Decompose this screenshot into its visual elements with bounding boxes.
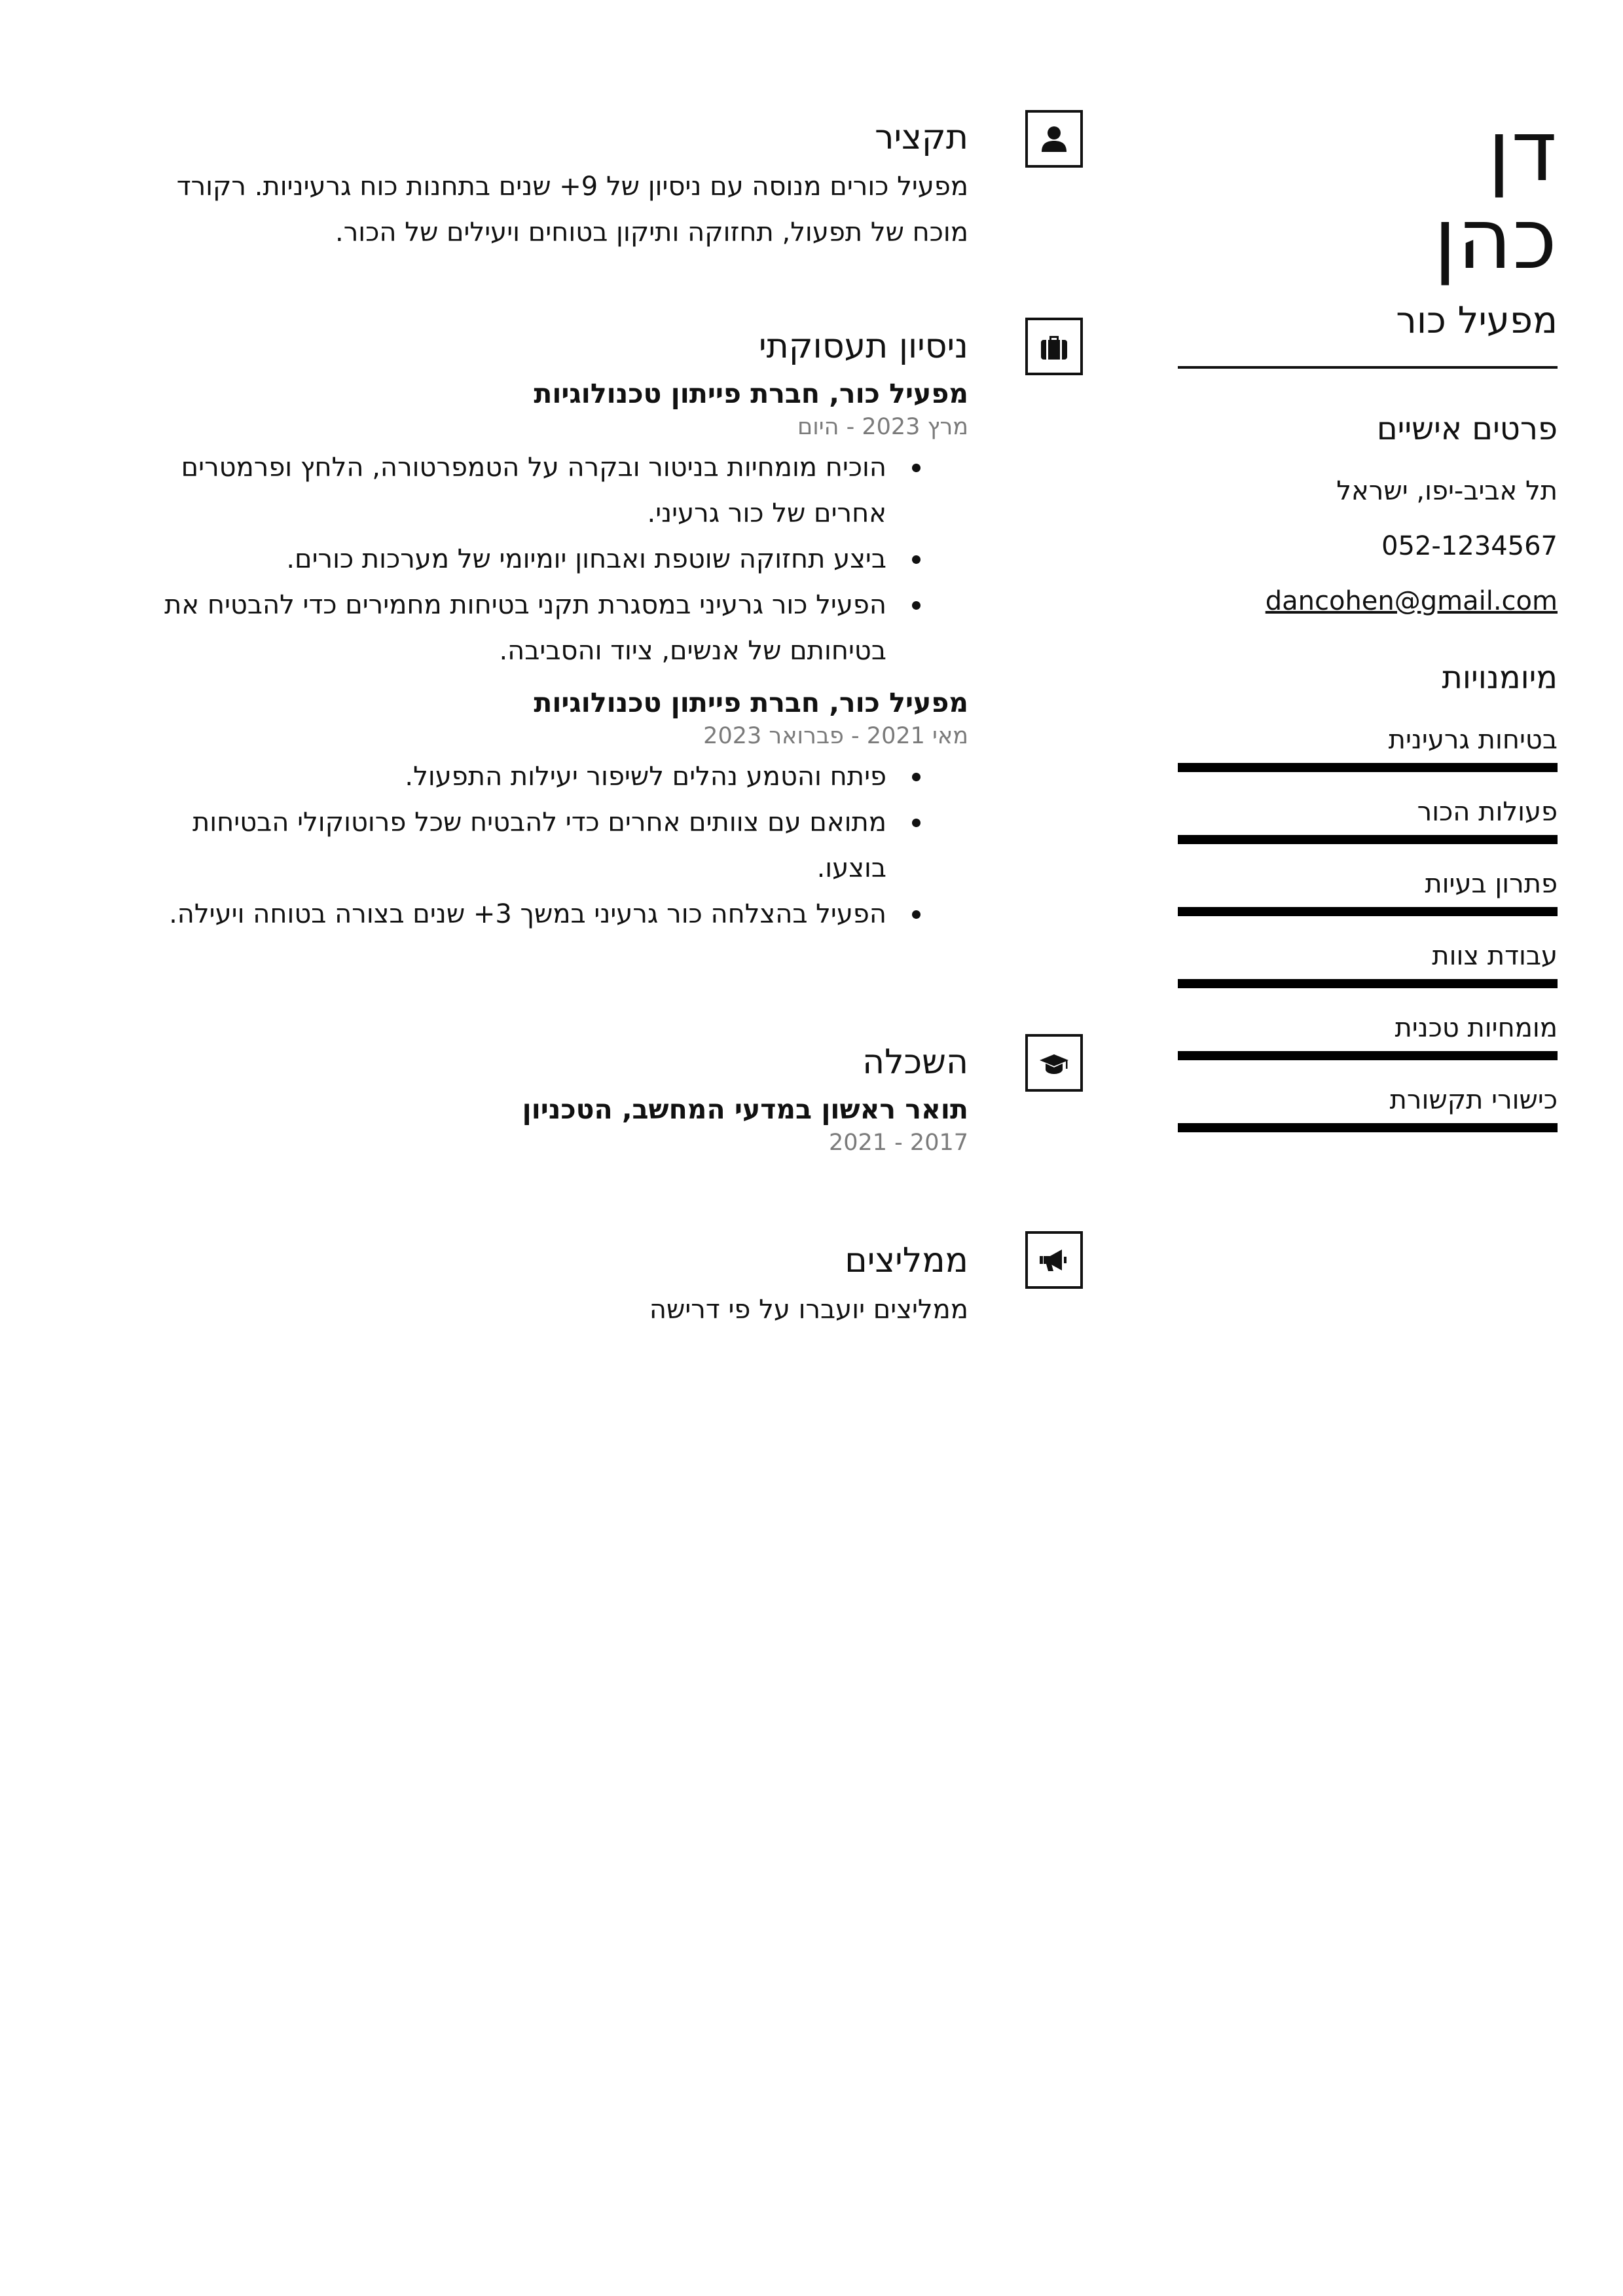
references-text: ממליצים יועברו על פי דרישה	[649, 1295, 968, 1325]
graduation-cap-icon	[1025, 1034, 1083, 1092]
references-section	[137, 1240, 968, 1333]
skills-heading: מיומנויות	[1442, 659, 1558, 696]
education-heading: השכלה	[862, 1043, 968, 1082]
skill-bar-fill	[1178, 835, 1558, 844]
skill-label: עבודת צוות	[1432, 941, 1558, 971]
list-item: ביצע תחזוקה שוטפת ואבחון יומיומי של מערכות כורים.	[137, 536, 886, 582]
list-item: הפעיל בהצלחה כור גרעיני במשך 3+ שנים בצורה בטוחה ויעילה.	[137, 891, 886, 937]
list-item: מתואם עם צוותים אחרים כדי להבטיח שכל פרוטוקולי הבטיחות בוצעו.	[137, 800, 886, 891]
list-item: הפעיל כור גרעיני במסגרת תקני בטיחות מחמירים כדי להבטיח את בטיחותם של אנשים, ציוד והסביבה.	[137, 582, 886, 674]
education-dates: 2017 - 2021	[828, 1130, 968, 1156]
person-icon	[1025, 110, 1083, 168]
phone-text: 052-1234567	[1381, 531, 1558, 561]
skill-label: פעולות הכור	[1417, 797, 1558, 827]
sidebar	[1178, 103, 1558, 1132]
skill-bar	[1178, 1051, 1558, 1060]
list-item: פיתח והטמע נהלים לשיפור יעילות התפעול.	[137, 754, 886, 800]
experience-section	[137, 325, 968, 937]
summary-heading: תקציר	[875, 118, 968, 157]
skills-list	[1178, 724, 1558, 1132]
email-row	[1178, 585, 1558, 618]
skill-bar-fill	[1178, 1123, 1558, 1132]
skill-bar	[1178, 835, 1558, 844]
job-entry	[137, 375, 968, 674]
skill-bar	[1178, 979, 1558, 988]
header-divider	[1178, 366, 1558, 369]
experience-heading: ניסיון תעסוקתי	[758, 327, 968, 366]
job-title: מפעיל כור, חברת פייתון טכנולוגיות	[534, 687, 968, 718]
skill-bar	[1178, 763, 1558, 772]
skill-bar-fill	[1178, 763, 1558, 772]
job-role: מפעיל כור	[1396, 299, 1558, 342]
skill-bar-fill	[1178, 979, 1558, 988]
job-dates: מרץ 2023 - היום	[797, 414, 968, 440]
email-link[interactable]: dancohen@gmail.com	[1265, 586, 1558, 616]
personal-details-heading: פרטים אישיים	[1376, 411, 1558, 447]
skill-bar-fill	[1178, 907, 1558, 916]
briefcase-icon	[1025, 318, 1083, 375]
job-bullets	[137, 445, 968, 674]
skill-bar	[1178, 1123, 1558, 1132]
skill-bar	[1178, 907, 1558, 916]
summary-text: מפעיל כורים מנוסה עם ניסיון של 9+ שנים בתחנות כוח גרעיניות. רקורד מוכח של תפעול, תחזוקה ותיקון בטוחים ויעילים של הכור.	[176, 172, 968, 248]
list-item: הוכיח מומחיות בניטור ובקרה על הטמפרטורה, הלחץ ופרמטרים אחרים של כור גרעיני.	[137, 445, 886, 536]
skill-label: בטיחות גרעינית	[1388, 725, 1558, 755]
last-name: כהן	[1433, 191, 1558, 288]
megaphone-icon	[1025, 1231, 1083, 1289]
skill-label: כישורי תקשורת	[1389, 1085, 1558, 1115]
summary-section	[137, 117, 968, 255]
job-entry	[137, 684, 968, 937]
skill-label: פתרון בעיות	[1425, 869, 1558, 899]
first-name: דן	[1487, 103, 1558, 200]
job-title: מפעיל כור, חברת פייתון טכנולוגיות	[534, 378, 968, 409]
degree-title: תואר ראשון במדעי המחשב, הטכניון	[522, 1094, 968, 1125]
education-section	[137, 1041, 968, 1158]
skill-label: מומחיות טכנית	[1395, 1013, 1558, 1043]
job-dates: מאי 2021 - פברואר 2023	[703, 723, 968, 749]
references-heading: ממליצים	[845, 1241, 968, 1280]
location-text: תל אביב-יפו, ישראל	[1336, 476, 1558, 506]
job-bullets	[137, 754, 968, 937]
skill-bar-fill	[1178, 1051, 1558, 1060]
